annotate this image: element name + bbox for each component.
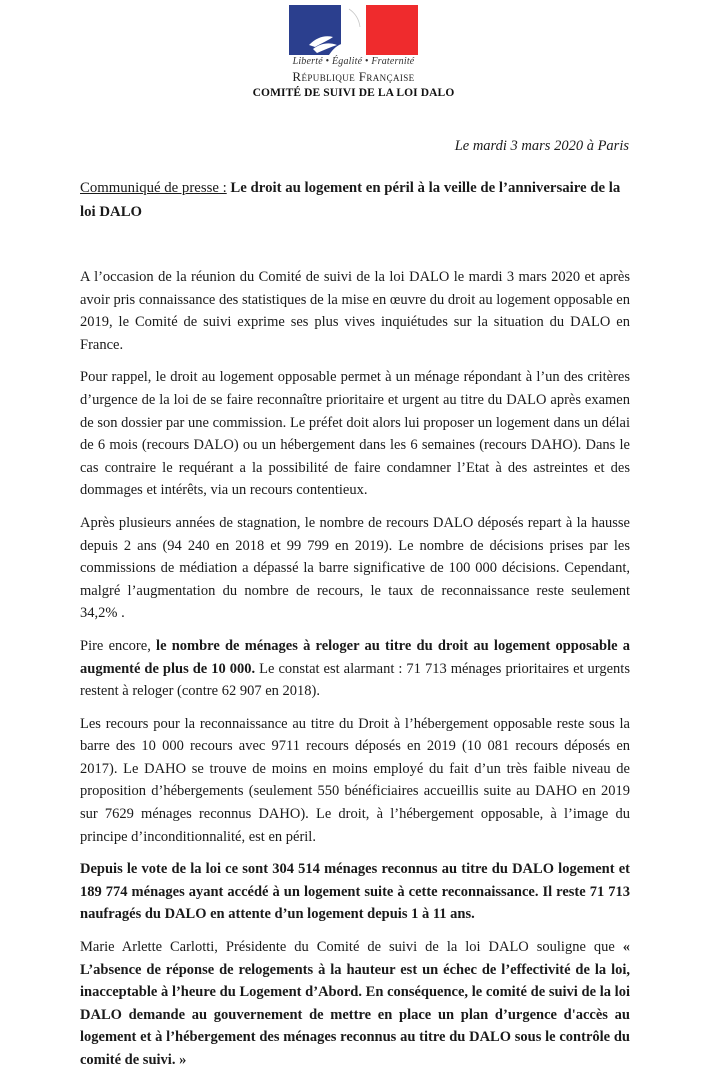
date-line: Le mardi 3 mars 2020 à Paris — [454, 138, 629, 154]
p4-emphasis: le nombre de ménages à reloger au titre du droit au logement opposable a augmenté de plus de 10 000. — [80, 637, 630, 677]
p4-start: Pire encore, — [80, 637, 157, 654]
title-label: Communiqué de presse : — [80, 180, 227, 196]
title-text: Le droit au logement en péril à la veille de l’anniversaire de la loi DALO — [80, 180, 621, 220]
marianne-logo-icon — [289, 5, 418, 55]
committee-name: COMITÉ DE SUIVI DE LA LOI DALO — [252, 87, 455, 99]
p7-quote: « L’absence de réponse de relogements à la hauteur est un échec de l’effectivité de la loi, inacceptable à l’heure du Logement d’Abord. En conséquence, le comité de suivi de la loi DALO demande au gouvernement de mettre en place un plan d’urgence d'accès au logement et à l’hébergement des ménages reconnus au titre du DALO sous le contrôle du comité de suivi. » — [80, 939, 630, 1068]
paragraph-statistics: Après plusieurs années de stagnation, le nombre de recours DALO déposés repart à la hausse depuis 2 ans (94 240 en 2018 et 99 799 en 2019). Le nombre de décisions prises par les commissions de médiation a dépassé la barre significative de 100 000 décisions. Cependant, malgré l’augmentation du nombre de recours, le taux de reconnaissance reste seulement 34,2% . — [80, 514, 630, 622]
republic-name: République Française — [292, 69, 415, 84]
paragraph-intro: A l’occasion de la réunion du Comité de suivi de la loi DALO le mardi 3 mars 2020 et après avoir pris connaissance des statistiques de la mise en œuvre du droit au logement opposable en 2019, le Comité de suivi exprime ses plus vives inquiétudes sur la situation du DALO en France. — [80, 269, 630, 353]
paragraph-summary: Depuis le vote de la loi ce sont 304 514 ménages reconnus au titre du DALO logement et 189 774 ménages ayant accédé à un logement suite à cette reconnaissance. Il reste 71 713 naufragés du DALO en attente d’un logement depuis 1 à 11 ans. — [80, 861, 630, 923]
press-release-body — [80, 176, 630, 1072]
motto: Liberté • Égalité • Fraternité — [292, 56, 415, 67]
p4-end: Le constat est alarmant : 71 713 ménages prioritaires et urgents restent à reloger (contre 62 907 en 2018). — [80, 660, 630, 700]
p7-start: Marie Arlette Carlotti, Présidente du Comité de suivi de la loi DALO souligne que — [80, 939, 623, 956]
paragraph-households — [80, 635, 630, 703]
paragraph-reminder: Pour rappel, le droit au logement opposable permet à un ménage répondant à l’un des critères d’urgence de la loi de se faire reconnaître prioritaire et urgent au titre du DALO après examen de son dossier par une commission. Le préfet doit alors lui proposer un logement dans un délai de 6 mois (recours DALO) ou un hébergement dans les 6 semaines (recours DAHO). Dans le cas contraire le requérant a la possibilité de faire condamner l’Etat à des astreintes et des dommages et intérêts, via un recours contentieux. — [80, 369, 630, 499]
paragraph-quote — [80, 936, 630, 1072]
paragraph-daho: Les recours pour la reconnaissance au titre du Droit à l’hébergement opposable reste sous la barre des 10 000 recours avec 9711 recours déposés en 2019 (10 081 recours déposés en 2017). Le DAHO se trouve de moins en moins employé du fait d’un très faible niveau de proposition d’hébergements (seulement 550 bénéficiaires accueillis suite au DAHO en 2019 sur 7629 ménages reconnus DAHO). Le droit, à l’hébergement opposable, à l’image du principe d’inconditionnalité, est en péril. — [80, 715, 630, 845]
press-release-title — [80, 176, 630, 224]
